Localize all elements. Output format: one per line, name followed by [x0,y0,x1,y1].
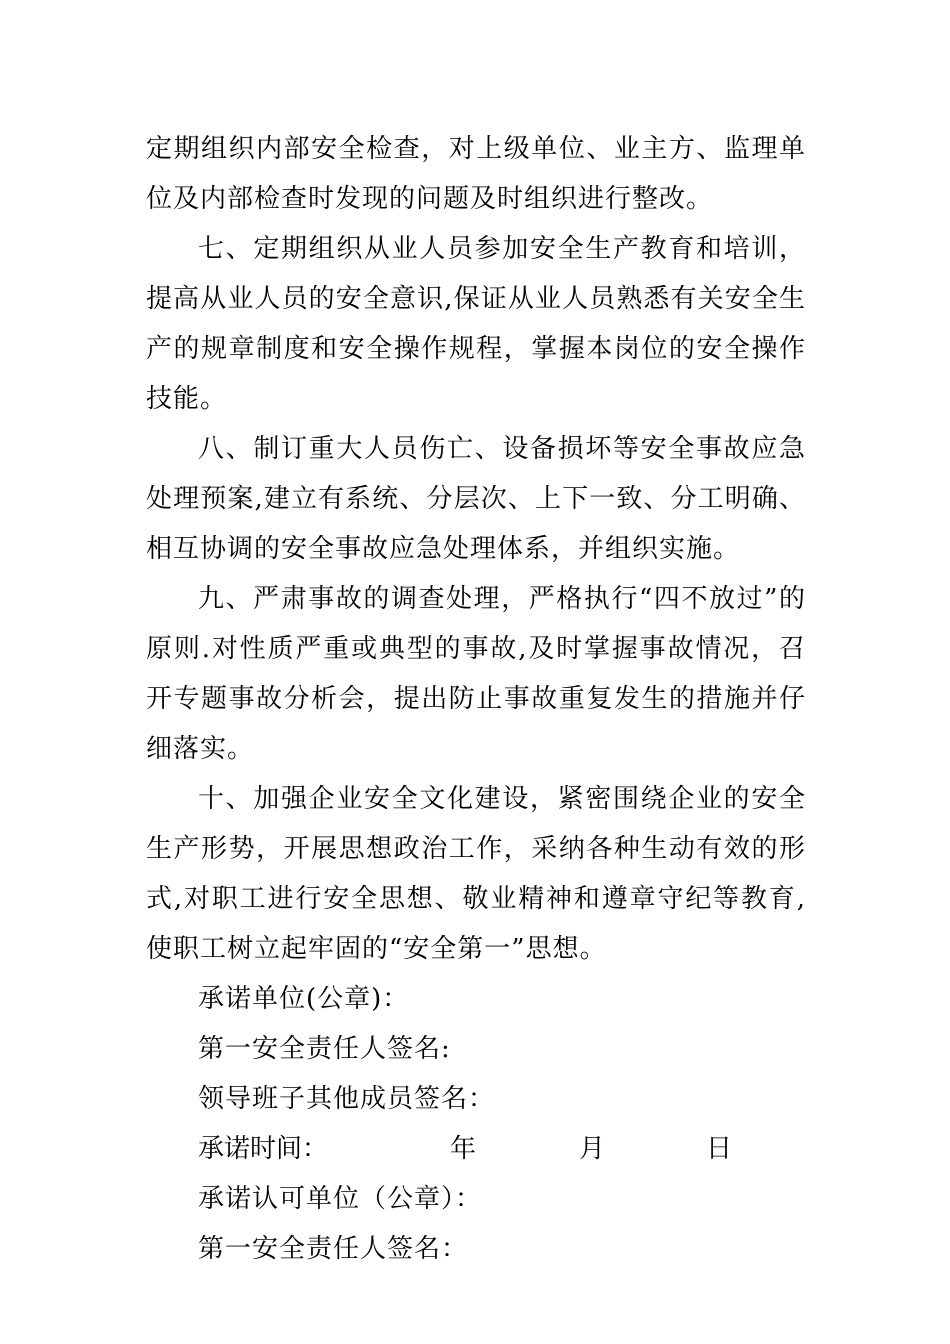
promise-date-line [146,1124,806,1174]
date-month-label: 月 [579,1134,606,1164]
leaders-signature-line: 领导班子其他成员签名： [198,1084,496,1114]
document-page [146,124,806,1274]
first-responsible-signature-line: 第一安全责任人签名: [198,1034,451,1064]
date-label: 承诺时间： [198,1134,329,1164]
approval-unit-seal-line: 承诺认可单位（公章）： [198,1184,483,1214]
date-day-label: 日 [706,1134,733,1164]
paragraph-9: 九、严肃事故的调查处理，严格执行“四不放过”的原则.对性质严重或典型的事故,及时掌握事故情况，召开专题事故分析会，提出防止事故重复发生的措施并仔细落实。 [146,584,806,764]
promise-unit-seal-line: 承诺单位(公章)： [198,984,410,1014]
approval-first-responsible-signature-line: 第一安全责任人签名： [198,1234,469,1264]
paragraph-10: 十、加强企业安全文化建设，紧密围绕企业的安全生产形势，开展思想政治工作，采纳各种生动有效的形式,对职工进行安全思想、敬业精神和遵章守纪等教育,使职工树立起牢固的“安全第一”思想。 [146,784,806,964]
paragraph-6-continuation: 定期组织内部安全检查，对上级单位、业主方、监理单位及内部检查时发现的问题及时组织进行整改。 [146,134,806,214]
date-year-label: 年 [450,1134,477,1164]
paragraph-7: 七、定期组织从业人员参加安全生产教育和培训，提高从业人员的安全意识,保证从业人员熟悉有关安全生产的规章制度和安全操作规程，掌握本岗位的安全操作技能。 [146,234,806,414]
paragraph-8: 八、制订重大人员伤亡、设备损坏等安全事故应急处理预案,建立有系统、分层次、上下一致、分工明确、相互协调的安全事故应急处理体系，并组织实施。 [146,434,806,564]
